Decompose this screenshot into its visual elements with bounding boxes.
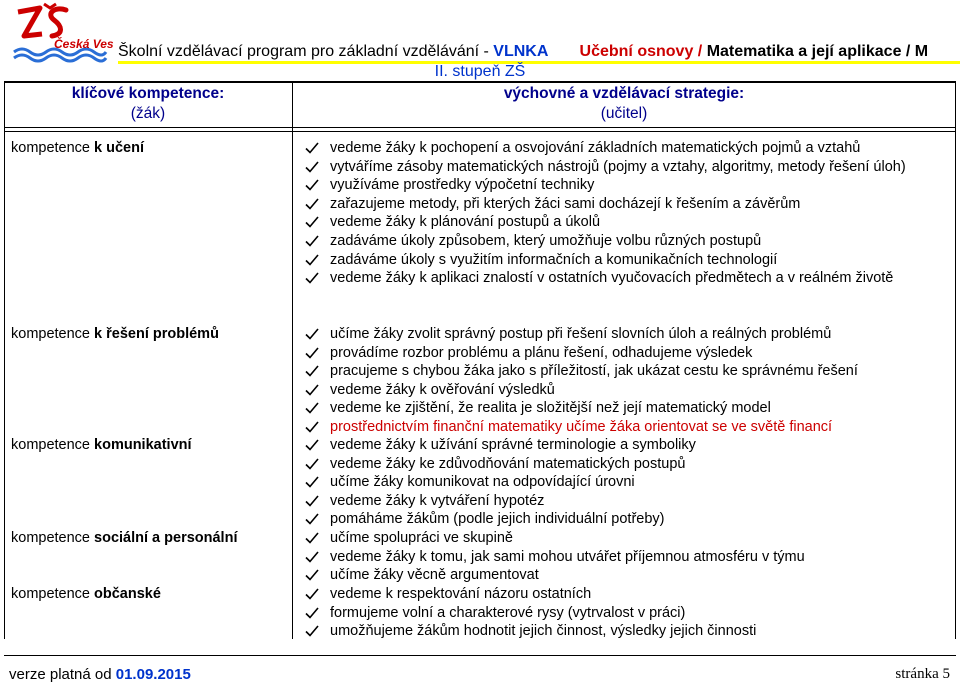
header-separator-line [4,127,956,128]
checkmark-icon [304,605,320,621]
strategy-item [304,436,950,455]
checkmark-icon [304,586,320,602]
checkmark-icon [304,530,320,546]
checkmark-icon [304,252,320,268]
competence-label-social: kompetence sociální a personální [11,530,238,546]
strategy-item [304,510,950,529]
strategy-item [304,213,950,232]
strategy-item [304,158,950,177]
school-name: Školní vzdělávací program pro základní vzdělávání - [118,43,494,60]
checkmark-icon [304,474,320,490]
strategy-item [304,269,950,288]
strategy-item [304,195,950,214]
strategy-item [304,381,950,400]
strategy-item-text: vedeme žáky ke zdůvodňování matematických postupů [330,455,686,472]
strategy-item [304,492,950,511]
strategy-list-communicative [304,436,950,529]
column-header-competences [4,84,292,124]
header-separator-line-2 [4,131,956,132]
strategy-item-text: vedeme žáky k tomu, jak sami mohou utvářet příjemnou atmosféru v týmu [330,548,805,565]
strategy-item-text: učíme žáky komunikovat na odpovídající úrovni [330,474,635,491]
column-header-left-title: klíčové kompetence: [71,85,225,102]
strategy-item-text: pomáháme žákům (podle jejich individuální potřeby) [330,511,665,528]
checkmark-icon [304,400,320,416]
table-top-border [4,81,956,83]
strategy-item-text: učíme žáky věcně argumentovat [330,567,539,584]
version-date: 01.09.2015 [115,666,191,683]
strategy-item [304,362,950,381]
checkmark-icon [304,567,320,583]
strategy-item [304,344,950,363]
strategy-item [304,529,950,548]
table-column-divider [292,81,293,639]
strategy-item-text: zadáváme úkoly s využitím informačních a komunikačních technologií [330,251,778,268]
school-logo [14,2,114,60]
checkmark-icon [304,456,320,472]
footer-divider [4,655,956,656]
strategy-item-text: vedeme žáky k aplikaci znalostí v ostatních vyučovacích předmětech a v reálném životě [330,270,894,287]
checkmark-icon [304,345,320,361]
strategy-item-text: učíme žáky zvolit správný postup při řešení slovních úloh a reálných problémů [330,326,832,342]
strategy-item [304,418,950,437]
column-header-strategies [293,84,955,124]
column-header-right-sub: (učitel) [600,105,648,122]
table-right-border [955,81,956,639]
logo-text: Česká Ves [54,37,114,51]
strategy-list-problem-solving [304,325,950,437]
checkmark-icon [304,363,320,379]
program-name: VLNKA [493,43,549,60]
checkmark-icon [304,511,320,527]
checkmark-icon [304,196,320,212]
strategy-item [304,473,950,492]
strategy-item-text: pracujeme s chybou žáka jako s příležitostí, jak ukázat cestu ke správnému řešení [330,363,858,380]
strategy-item-text: formujeme volní a charakterové rysy (vytrvalost v práci) [330,604,686,621]
column-header-left-sub: (žák) [130,105,166,122]
strategy-item-text: umožňujeme žákům hodnotit jejich činnost, výsledky jejich činnosti [330,623,757,640]
checkmark-icon [304,214,320,230]
strategy-item [304,176,950,195]
column-header-right-title: výchovné a vzdělávací strategie: [503,85,745,102]
strategy-item [304,622,950,641]
strategy-item-text: využíváme prostředky výpočetní techniky [330,177,595,194]
strategy-item [304,604,950,623]
strategy-item-text: vytváříme zásoby matematických nástrojů (pojmy a vztahy, algoritmy, metody řešení úloh) [330,158,906,175]
strategy-list-social [304,529,950,585]
stupen-label: II. stupeň ZŠ [434,63,526,80]
checkmark-icon [304,159,320,175]
strategy-item-text: vedeme k respektování názoru ostatních [330,586,592,602]
checkmark-icon [304,549,320,565]
strategy-item [304,251,950,270]
checkmark-icon [304,140,320,156]
competence-label-communicative: kompetence komunikativní [11,437,192,453]
competence-label-civic: kompetence občanské [11,586,161,602]
checkmark-icon [304,233,320,249]
checkmark-icon [304,493,320,509]
checkmark-icon [304,326,320,342]
checkmark-icon [304,623,320,639]
checkmark-icon [304,437,320,453]
strategy-item [304,566,950,585]
strategy-item [304,232,950,251]
strategy-item [304,548,950,567]
strategy-item [304,325,950,344]
strategy-item [304,139,950,158]
checkmark-icon [304,382,320,398]
strategy-list-learning [304,139,950,288]
checkmark-icon [304,270,320,286]
header-separator: / [693,43,707,60]
strategy-item-text: vedeme žáky k užívání správné terminologie a symboliky [330,437,696,453]
subject-name: Matematika a její aplikace / M [706,43,929,60]
strategy-list-civic [304,585,950,641]
strategy-item-text: vedeme ke zjištění, že realita je složitější než její matematický model [330,400,771,417]
footer-version: verze platná od 01.09.2015 [9,666,191,683]
checkmark-icon [304,419,320,435]
strategy-item-text: učíme spolupráci ve skupině [330,530,513,546]
strategy-item-text: vedeme žáky k pochopení a osvojování základních matematických pojmů a vztahů [330,140,861,156]
strategy-item-text: vedeme žáky k ověřování výsledků [330,381,555,398]
strategy-item-text: zadáváme úkoly způsobem, který umožňuje volbu různých postupů [330,232,762,249]
strategy-item [304,455,950,474]
strategy-item-text: provádíme rozbor problému a plánu řešení, odhadujeme výsledek [330,344,753,361]
osnovy-label: Učební osnovy [579,43,694,60]
strategy-item-text: vedeme žáky k vytváření hypotéz [330,492,545,509]
page-number: stránka 5 [895,666,950,682]
checkmark-icon [304,177,320,193]
strategy-item-text: zařazujeme metody, při kterých žáci sami docházejí k řešením a závěrům [330,195,801,212]
table-left-border [4,81,5,639]
strategy-item-text: prostřednictvím finanční matematiky učíme žáka orientovat se ve světě financí [330,418,833,435]
competence-label-learning: kompetence k učení [11,140,144,156]
strategy-item-text: vedeme žáky k plánování postupů a úkolů [330,214,601,231]
strategy-item [304,585,950,604]
strategy-item [304,399,950,418]
competence-label-problem-solving: kompetence k řešení problémů [11,326,219,342]
